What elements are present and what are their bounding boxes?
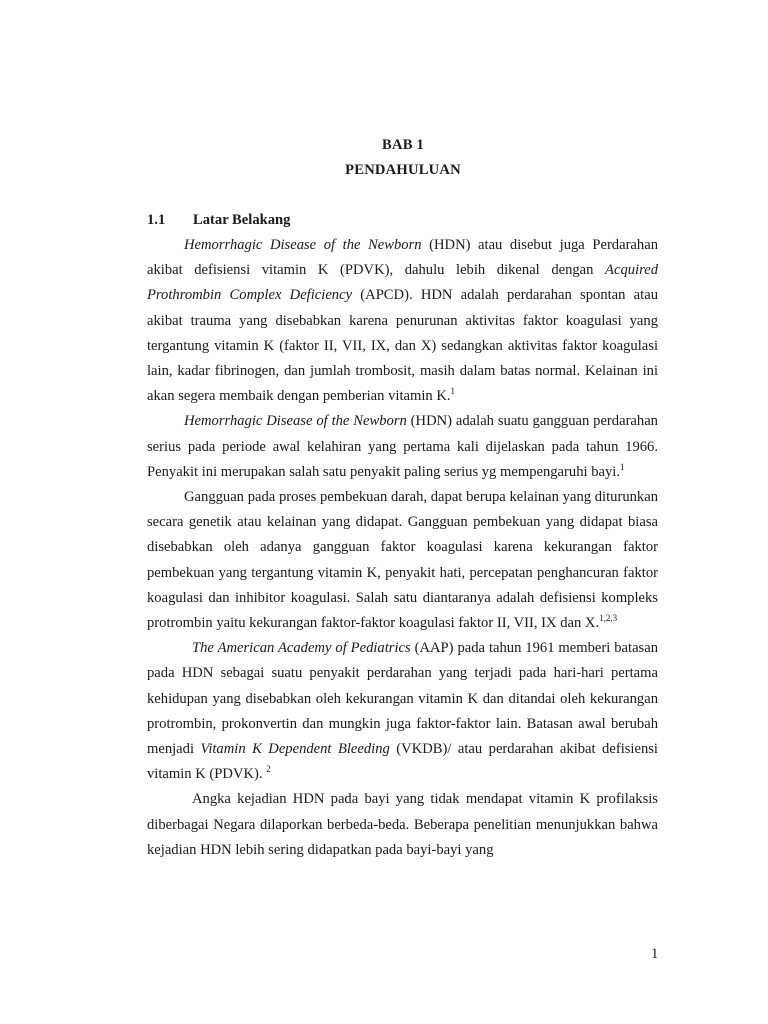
body-text xyxy=(147,233,658,863)
citation-reference: 1 xyxy=(619,461,625,472)
citation-reference: 1,2,3 xyxy=(599,613,618,624)
paragraph xyxy=(147,233,658,409)
text-run: (APCD). HDN adalah perdarahan spontan atau akibat trauma yang disebabkan karena penurunan aktivitas faktor koagulasi yang tergantung vitamin K (faktor II, VII, IX, dan X) sedangkan aktivitas faktor koagulasi lain, kadar fibrinogen, dan jumlah trombosit, masih dalam batas normal. Kelainan ini akan segera membaik dengan pemberian vitamin K. xyxy=(147,287,658,405)
text-run: (HDN) adalah suatu gangguan perdarahan serius pada periode awal kelahiran yang pertama kali dijelaskan pada tahun 1966. Penyakit ini merupakan salah satu penyakit paling serius yg mempengaruhi bayi. xyxy=(147,413,658,480)
page-number: 1 xyxy=(651,946,659,962)
italic-term: The American Academy of Pediatrics xyxy=(192,640,411,657)
citation-reference: 2 xyxy=(266,764,271,775)
chapter-title: PENDAHULUAN xyxy=(345,162,461,178)
paragraph xyxy=(147,485,658,636)
section-number: 1.1 xyxy=(147,212,166,228)
text-run: (AAP) pada tahun 1961 memberi batasan pada HDN sebagai suatu penyakit perdarahan yang terjadi pada hari-hari pertama kehidupan yang disebabkan oleh kekurangan vitamin K dan ditandai oleh kekurangan protrombin, prokonvertin dan mungkin juga faktor-faktor lain. Batasan awal berubah menjadi xyxy=(147,640,658,758)
paragraph xyxy=(147,409,658,485)
italic-term: Hemorrhagic Disease of the Newborn xyxy=(184,413,407,430)
italic-term: Hemorrhagic Disease of the Newborn xyxy=(184,237,422,253)
italic-term: Acquired Prothrombin Complex Deficiency xyxy=(147,262,658,304)
section-heading xyxy=(147,212,290,229)
chapter-label: BAB 1 xyxy=(382,137,424,153)
section-title: Latar Belakang xyxy=(193,212,291,228)
text-run: Gangguan pada proses pembekuan darah, dapat berupa kelainan yang diturunkan secara genetik atau kelainan yang didapat. Gangguan pembekuan yang didapat biasa disebabkan oleh adanya gangguan faktor koagulasi karena kekurangan faktor pembekuan yang tergantung vitamin K, penyakit hati, percepatan penghancuran faktor koagulasi dan inhibitor koagulasi. Salah satu diantaranya adalah defisiensi kompleks protrombin yaitu kekurangan faktor-faktor koagulasi faktor II, VII, IX dan X. xyxy=(147,489,658,632)
citation-reference: 1 xyxy=(450,386,456,397)
text-run: (VKDB)/ atau perdarahan akibat defisiensi vitamin K (PDVK). xyxy=(147,741,658,783)
text-run: (HDN) atau disebut juga Perdarahan akibat defisiensi vitamin K (PDVK), dahulu lebih dikenal dengan xyxy=(147,237,658,279)
text-run: Angka kejadian HDN pada bayi yang tidak mendapat vitamin K profilaksis diberbagai Negara dilaporkan berbeda-beda. Beberapa penelitian menunjukkan bahwa kejadian HDN lebih sering didapatkan pada bayi-bayi yang xyxy=(147,791,658,858)
paragraph xyxy=(147,787,658,863)
italic-term: Vitamin K Dependent Bleeding xyxy=(200,741,390,758)
paragraph xyxy=(147,636,658,787)
